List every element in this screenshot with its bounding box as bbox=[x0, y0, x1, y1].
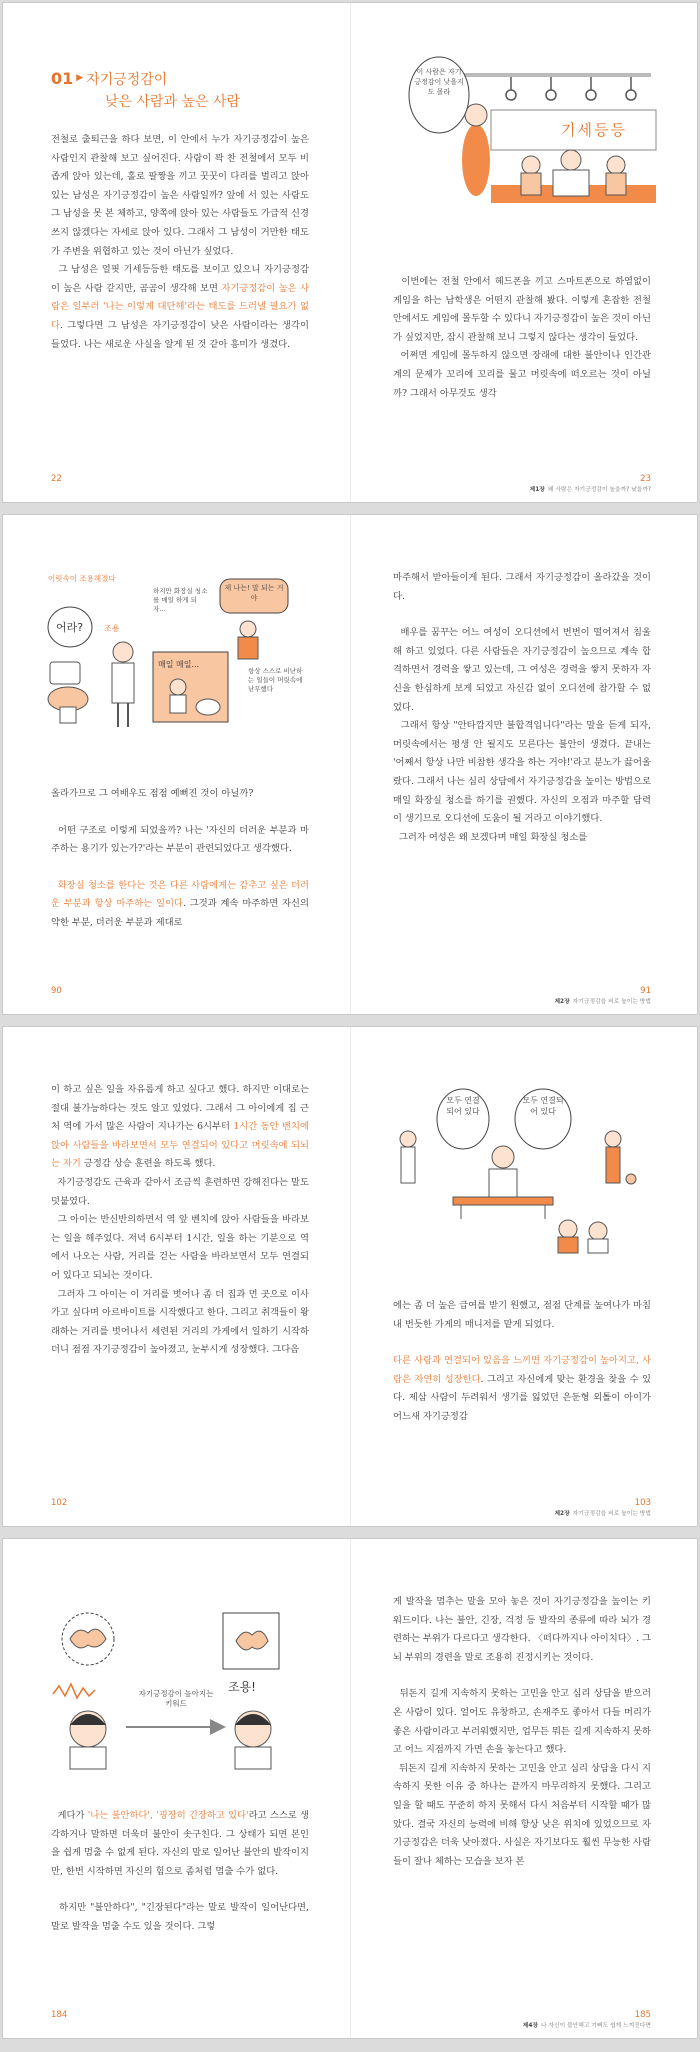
text-run: 뒤돈지 길게 지속하지 못하는 고민을 안고 심리 상담을 다시 지속하지 못한 이유 중 하나는 끝까지 마무리하지 못했다. 그리고 일을 할 때도 꾸준히 하지 못해서 다시 처음부터 시작할 때가 많았다. 결국 자신의 능력에 비해 항상 낮은 위치에 있었으므로 자기긍정감은 더욱 낮아졌다. 사실은 자기보다도 훨씬 무능한 사람들이 잘나 체하는 모습을 보자 본 bbox=[393, 1762, 651, 1867]
speech-text-1: 어라? bbox=[56, 621, 84, 634]
running-title: 나 자신이 불안해고 기뻐도 쉽게 느껴진다면 bbox=[540, 2023, 651, 2029]
page-185 bbox=[351, 1539, 698, 2038]
speech-quiet-calm: 조용! bbox=[228, 1680, 256, 1694]
spread-3 bbox=[2, 1026, 698, 1527]
highlight-text: 1시간 동안 벤치에 앉아 사람들을 바라보면서 모두 연결되어 있다고 머릿속에 되뇌는 자기 bbox=[51, 1121, 309, 1170]
passenger-left-body bbox=[521, 173, 541, 195]
running-chapter: 제4장 bbox=[522, 2023, 538, 2029]
woman-head bbox=[465, 104, 487, 126]
running-chapter: 제2장 bbox=[554, 1511, 570, 1517]
body-text bbox=[393, 1593, 651, 1871]
text-run: 그래서 항상 "안타깝지만 불합격입니다"라는 말을 듣게 되자, 머릿속에서는 평생 안 될지도 모른다는 불안이 생겼다. 끝내는 '어째서 항상 나만 비참한 생각을 하는 거야!'라고 분노가 끓어올랐다. 그래서 나는 심리 상담에서 자기긍정감을 높이는 방법으로 매일 화장실 청소를 하기를 권했다. 자신의 오점과 마주할 담력이 생기므로 오디션에 도움이 될 거라고 이야기했다. bbox=[393, 720, 652, 825]
highlight-text: 자기긍정감이 높은 사람은 일부러 '나는 이렇게 대단해'라는 태도를 드러낼 필요가 없다 bbox=[51, 282, 309, 331]
page-number: 91 bbox=[640, 986, 651, 996]
paragraph bbox=[393, 273, 651, 347]
crowd-body-1 bbox=[558, 1237, 578, 1253]
spread-4 bbox=[2, 1538, 698, 2039]
sitting-person-head bbox=[492, 1146, 514, 1168]
running-title: 자기긍정감을 비로 높이는 방법 bbox=[572, 1511, 651, 1517]
text-run: 배우를 꿈꾸는 어느 여성이 오디션에서 번번이 떨어져서 침울해 하고 있었다. 다른 사람들은 자기긍정감이 높으므로 계속 합격하면서 경력을 쌓고 있는데, 그 여성은 경력을 쌓지 못하자 자신을 한심하게 보게 되었고 자신감 없이 오디션에 참가할 수 없었다. bbox=[393, 627, 651, 713]
passenger-left bbox=[522, 156, 540, 174]
paragraph bbox=[393, 717, 651, 829]
note-3-box bbox=[248, 667, 303, 727]
page-number: 185 bbox=[634, 2010, 651, 2020]
paragraph bbox=[51, 1899, 309, 1936]
standing-woman bbox=[462, 124, 490, 196]
crowd-head-2 bbox=[589, 1222, 607, 1240]
passerby-left-body bbox=[401, 1147, 415, 1183]
text-run: 긍정감 상승 훈련을 하도록 했다. bbox=[80, 1158, 216, 1170]
cleaning-toilet bbox=[196, 699, 220, 715]
passenger-right bbox=[607, 156, 625, 174]
train-ceiling-bar bbox=[441, 73, 651, 77]
note-1-box bbox=[153, 587, 208, 647]
anxious-body bbox=[70, 1747, 106, 1769]
small-person-head bbox=[240, 621, 256, 637]
running-head bbox=[523, 2020, 651, 2029]
calm-body bbox=[235, 1747, 271, 1769]
speech-bubble-text: 이 사람은 자기 긍정감이 낮을지도 몰라 bbox=[414, 68, 464, 96]
man-center bbox=[561, 150, 581, 170]
passerby-right-body bbox=[606, 1147, 620, 1183]
page-number: 103 bbox=[634, 1498, 651, 1508]
paragraph bbox=[51, 261, 309, 354]
strap-handles bbox=[506, 77, 636, 100]
highlight-text: '나는 불안하다', '굉장히 긴장하고 있다' bbox=[87, 1810, 249, 1821]
note-1: 하지만 화장실 청소를 매일 하게 되자… bbox=[153, 587, 208, 613]
crowd-head-1 bbox=[559, 1220, 577, 1238]
highlight-text: 화장실 청소를 한다는 것은 다른 사람에게는 감추고 싶은 더러운 부분과 항상 마주하는 일이다 bbox=[51, 879, 309, 910]
calm-brain-icon bbox=[223, 1613, 279, 1669]
bench bbox=[453, 1197, 553, 1205]
body-text bbox=[51, 1081, 309, 1360]
paragraph bbox=[393, 1760, 651, 1872]
spread-1 bbox=[2, 2, 698, 503]
bubble-2-box bbox=[521, 1095, 565, 1145]
page-91 bbox=[351, 515, 698, 1014]
body-text bbox=[393, 1297, 651, 1427]
page-number: 23 bbox=[640, 474, 651, 484]
passerby-left-head bbox=[400, 1131, 416, 1147]
anxious-brain-icon bbox=[62, 1613, 114, 1665]
speech-quiet: 조용 bbox=[104, 624, 120, 633]
bubble-1-text: 모두 연결되어 있다 bbox=[446, 1096, 480, 1116]
text-run: 자기긍정감도 근육과 같아서 조금씩 훈련하면 강해진다는 말도 덧붙였다. bbox=[51, 1176, 309, 1207]
man-center-body bbox=[553, 170, 589, 196]
chapter-number: 01 bbox=[51, 69, 74, 88]
passenger-right-body bbox=[606, 173, 626, 195]
sign-text: 기세등등 bbox=[561, 121, 627, 139]
body-text bbox=[393, 273, 651, 403]
paragraph bbox=[393, 347, 651, 403]
text-run: . 그리고 자신에게 맞는 환경을 찾을 수 있다. 제삼 사람이 두려워서 생기를 잃었던 은둔형 외톨이 아이가 어느새 자기긍정감 bbox=[393, 1373, 651, 1422]
text-run: 하지만 "불안하다", "긴장된다"라는 말로 발작이 일어난다면, 말로 발작을 멈출 수도 있을 것이다. 그렇 bbox=[51, 1902, 309, 1932]
speech-text-2: 제 나는! 말 되는 거야 bbox=[224, 584, 284, 602]
body-text bbox=[51, 131, 309, 354]
paragraph bbox=[51, 877, 309, 933]
page-184 bbox=[3, 1539, 351, 2038]
train-illustration bbox=[414, 55, 661, 235]
cleaning-person-head bbox=[170, 679, 186, 695]
paragraph bbox=[51, 1174, 309, 1211]
bubble-2-text: 모두 연결되어 있다 bbox=[522, 1096, 564, 1116]
paragraph bbox=[393, 829, 651, 848]
body-text bbox=[51, 785, 309, 933]
page-90 bbox=[3, 515, 351, 1014]
page-number: 184 bbox=[51, 2010, 68, 2020]
crowd-body-2 bbox=[588, 1239, 608, 1253]
dog bbox=[626, 1174, 636, 1184]
page-number: 102 bbox=[51, 1498, 68, 1508]
page-102 bbox=[3, 1027, 351, 1526]
paragraph bbox=[51, 1081, 309, 1174]
page-23 bbox=[351, 3, 698, 502]
cleaning-person-body bbox=[170, 695, 186, 713]
toilet-base bbox=[60, 707, 76, 723]
running-head bbox=[530, 484, 651, 493]
speech-bubble-text-box bbox=[413, 67, 465, 127]
illus-label-top: 어릿속이 조용해졌다 bbox=[48, 574, 116, 583]
speech-text-2-box bbox=[224, 583, 284, 613]
running-chapter: 제1장 bbox=[529, 487, 545, 493]
section-heading bbox=[51, 69, 240, 111]
text-run: 이번에는 전철 안에서 헤드폰을 끼고 스마트폰으로 하염없이 게임을 하는 남학생은 어떤지 관찰해 봤다. 이렇게 혼잡한 전철 안에서도 게임에 몰두할 수 있다니 자기긍정감이 높은 것이 아닌가 싶었지만, 잠시 관찰해 보니 그렇지 않다는 생각이 들었다. bbox=[393, 276, 651, 343]
triangle-icon: ▶ bbox=[76, 73, 84, 83]
paragraph bbox=[51, 1211, 309, 1285]
paragraph: 마주해서 받아들이게 된다. 그래서 자기긍정감이 올라갔을 것이다. bbox=[393, 572, 651, 602]
paragraph: 전철로 출퇴근을 하다 보면, 이 안에서 누가 자기긍정감이 높은 사람인지 관찰해 보고 싶어진다. 사람이 꽉 찬 전철에서 모두 비좁게 앉아 있는데, 홀로 팔짱을 끼고 꿋꿋이 다리를 벌리고 앉아 있는 남성은 자기긍정감이 높은 사람일까? 앞에 서 있는 사람도 그 남성을 못 본 체하고, 양쪽에 앉아 있는 사람들도 가급적 신경쓰지 않겠다는 자세로 앉아 있다. 그래서 그 남성이 거만한 태도가 주변을 위협하고 있는 것이 아닌가 싶었다. bbox=[51, 134, 309, 257]
paragraph bbox=[51, 1286, 309, 1360]
running-head bbox=[554, 996, 651, 1005]
paragraph: 에는 좀 더 높은 급여를 받기 원했고, 점점 단계를 높여나가 마침내 번듯한 가게의 매니저를 맡게 되었다. bbox=[393, 1300, 651, 1330]
bench-illustration bbox=[393, 1079, 653, 1279]
text-run: 어쩌면 게임에 몰두하지 않으면 장래에 대한 불안이나 인간관계의 문제가 꼬리에 꼬리를 물고 머릿속에 떠오르는 것이 아닐까? 그래서 아무것도 생각 bbox=[393, 350, 651, 399]
text-run: 그러자 여성은 왜 보겠다며 매일 화장실 청소를 bbox=[398, 831, 588, 843]
text-run: 그러자 그 아이는 이 거리를 벗어나 좀 더 집과 먼 곳으로 이사 가고 싶다며 아르바이트를 시작했다고 한다. 그리고 취객들이 왕래하는 거리를 벗어나서 세련된 거리의 가게에서 일하기 시작하더니 점점 자기긍정감이 높아졌고, 눈부시게 성장했다. 그다음 bbox=[51, 1288, 309, 1356]
bubble-1-box bbox=[443, 1095, 483, 1145]
sitting-person-body bbox=[489, 1169, 517, 1199]
paragraph bbox=[51, 822, 309, 859]
zigzag-line bbox=[53, 1684, 95, 1698]
text-run: 어떤 구조로 이렇게 되었을까? 나는 '자신의 더러운 부분과 마주하는 용기가 있는가?'라는 부분이 관련되었다고 생각했다. bbox=[51, 824, 309, 855]
running-title: 왜 사람은 자기긍정감이 높을까? 낮을까? bbox=[547, 487, 651, 493]
heading-line-2: 낮은 사람과 높은 사람 bbox=[105, 94, 241, 110]
toilet-illustration bbox=[48, 567, 318, 767]
text-run: 그 남성은 얼핏 기세등등한 태도를 보이고 있으니 자기긍정감이 높은 사람 같지만, 곰곰이 생각해 보면 bbox=[51, 264, 309, 294]
text-run: 이 하고 싶은 일을 자유롭게 하고 싶다고 했다. 하지만 이대로는 절대 불가능하다는 것도 알고 있었다. 그래서 그 아이에게 집 근처 역에 가서 많은 사람이 지나가는 6시부터 bbox=[51, 1084, 309, 1133]
passerby-right-head bbox=[605, 1131, 621, 1147]
paragraph bbox=[393, 624, 651, 717]
brain-illustration bbox=[48, 1599, 318, 1779]
toilet-tank bbox=[50, 662, 80, 684]
note-2: 매일 매일... bbox=[158, 660, 200, 669]
text-run: 그 아이는 반신반의하면서 역 앞 벤치에 앉아 사람들을 바라보는 일을 해주었다. 저녁 6시부터 1시간, 일을 하는 기분으로 역에서 나오는 사람, 거리를 걷는 사람을 바라보면서 모두 연결되어 있다고 되뇌는 것이다. bbox=[51, 1214, 309, 1281]
text-run: 게다가 bbox=[57, 1810, 88, 1821]
paragraph bbox=[51, 1807, 309, 1881]
text-run: 뒤돈지 길게 지속하지 못하는 고민을 안고 심리 상담을 받으러 온 사람이 있다. 얼어도 유창하고, 손재주도 좋아서 다들 머리가 좋은 사람이라고 부러워했지만, 업무든 뭐든 길게 지속하지 못하고 어느 지점까지 가면 손을 놓는다고 했다. bbox=[393, 1688, 651, 1756]
note-3: 항상 스스로 비난하는 일들이 머릿속에 난무했다 bbox=[248, 667, 303, 693]
spread-2 bbox=[2, 514, 698, 1015]
running-title: 자기긍정감을 비로 높이는 방법 bbox=[572, 999, 651, 1005]
person-head bbox=[113, 642, 133, 662]
heading-line-1: 자기긍정감이 bbox=[86, 72, 168, 88]
arrow-label-box bbox=[136, 1689, 216, 1723]
paragraph bbox=[393, 1352, 651, 1426]
body-text bbox=[393, 569, 651, 847]
arrow-label: 자기긍정감이 높아지는 키워드 bbox=[138, 1689, 214, 1708]
text-run: 라고 스스로 생각하거나 말하면 더욱더 불안이 솟구친다. 그 상태가 되면 본인을 쉽게 멈출 수 없게 된다. 자신의 말로 일어난 불안의 발작이지만, 한번 시작하면 자신의 힘으로 좀처럼 멈출 수가 없다. bbox=[51, 1810, 310, 1877]
text-run: . 그것과 계속 마주하면 자신의 약한 부분, 더러운 부분과 제대로 bbox=[51, 898, 309, 928]
page-22 bbox=[3, 3, 351, 502]
paragraph: 게 발작을 멈추는 말을 모아 놓은 것이 자기긍정감을 높이는 키워드이다. 나는 불안, 긴장, 걱정 등 발작의 종류에 따라 뇌가 경련하는 부위가 다르다고 생각한다. 〈떠다까지나 아이치다〉. 그 뇌 부위의 경련을 말로 조용히 진정시키는 것이다. bbox=[393, 1596, 651, 1663]
body-text bbox=[51, 1807, 309, 1937]
text-run: . 그렇다면 그 남성은 자기긍정감이 낮은 사람이라는 생각이 들었다. 나는 새로운 사실을 알게 된 것 같아 흥미가 생겼다. bbox=[51, 319, 309, 350]
running-chapter: 제2장 bbox=[554, 999, 570, 1005]
page-103 bbox=[351, 1027, 698, 1526]
person-body bbox=[112, 663, 134, 703]
running-head bbox=[554, 1508, 651, 1517]
page-number: 90 bbox=[51, 986, 62, 996]
highlight-text: 다른 사람과 연결되어 있음을 느끼면 자기긍정감이 높아지고, 사람은 자연히 성장한다 bbox=[393, 1355, 651, 1385]
paragraph bbox=[393, 1685, 651, 1759]
small-person-body bbox=[238, 637, 258, 659]
paragraph: 올라가므로 그 여배우도 점점 예뻐진 것이 아닐까? bbox=[51, 788, 254, 799]
page-number: 22 bbox=[51, 474, 62, 484]
